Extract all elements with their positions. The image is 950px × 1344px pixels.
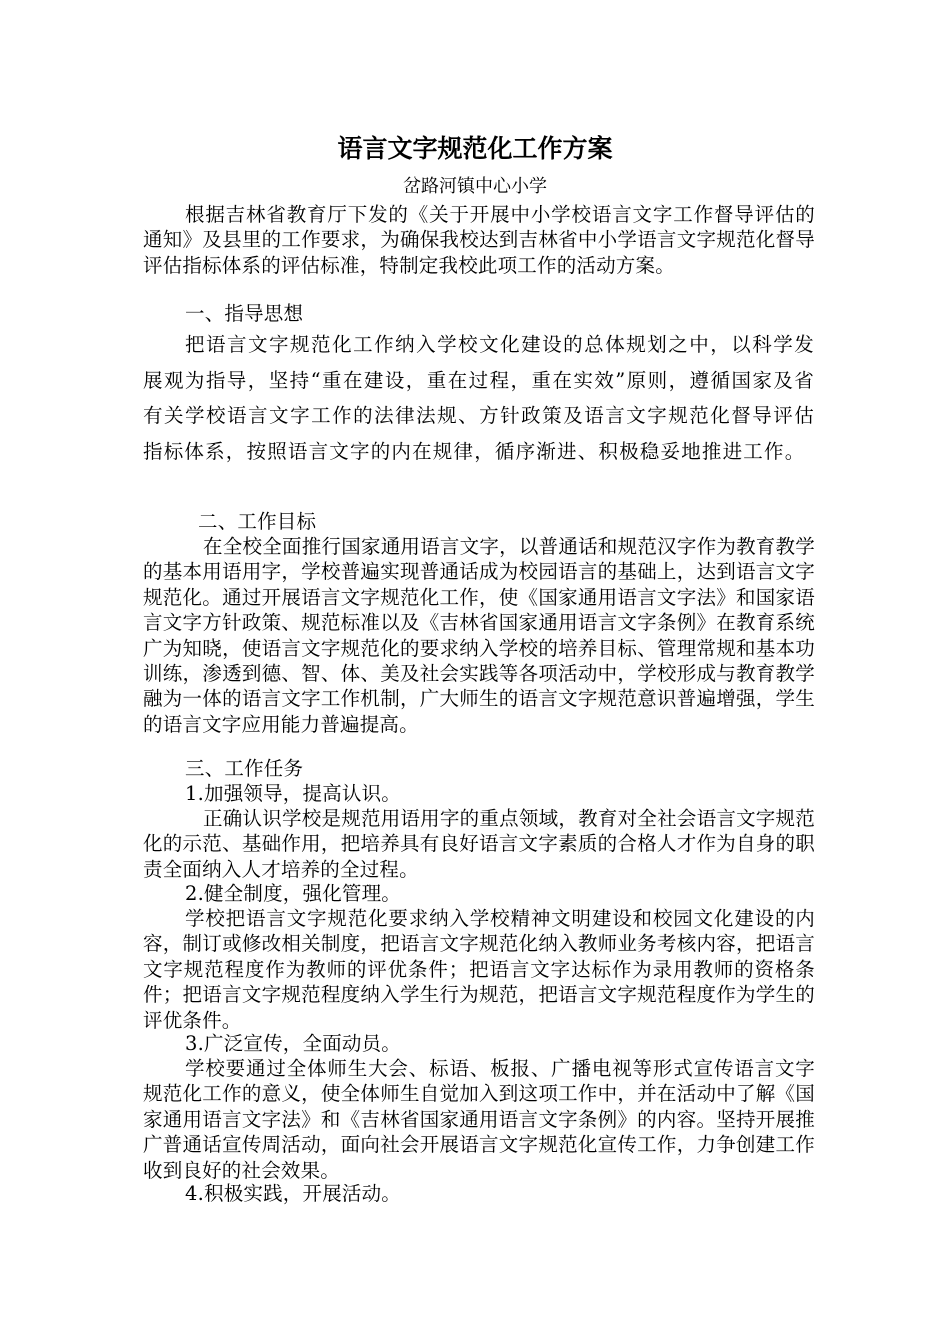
document-title: 语言文字规范化工作方案: [337, 134, 613, 163]
section-3-heading: 三、工作任务: [185, 757, 304, 780]
task-2-body: 学校把语言文字规范化要求纳入学校精神文明建设和校园文化建设的内容，制订或修改相关制度，把语言文字规范化纳入教师业务考核内容，把语言文字规范程度作为教师的评优条件；把语言文字达标作为录用教师的资格条件；把语言文字规范程度纳入学生行为规范，把语言文字规范程度作为学生的评优条件。: [143, 907, 815, 1032]
task-1-body: 正确认识学校是规范用语用字的重点领域，教育对全社会语言文字规范化的示范、基础作用，把培养具有良好语言文字素质的合格人才作为自身的职责全面纳入人才培养的全过程。: [143, 807, 815, 881]
task-3-body: 学校要通过全体师生大会、标语、板报、广播电视等形式宣传语言文字规范化工作的意义，使全体师生自觉加入到这项工作中，并在活动中了解《国家通用语言文字法》和《吉林省国家通用语言文字条例》的内容。坚持开展推广普通话宣传周活动，面向社会开展语言文字规范化宣传工作，力争创建工作收到良好的社会效果。: [143, 1057, 815, 1182]
task-3-heading: 3.广泛宣传，全面动员。: [185, 1032, 402, 1055]
task-2-heading: 2.健全制度，强化管理。: [185, 882, 402, 905]
section-2-body: 在全校全面推行国家通用语言文字，以普通话和规范汉字作为教育教学的基本用语用字，学校普遍实现普通话成为校园语言的基础上，达到语言文字规范化。通过开展语言文字规范化工作，使《国家通用语言文字法》和国家语言文字方针政策、规范标准以及《吉林省国家通用语言文字条例》在教育系统广为知晓，使语言文字规范化的要求纳入学校的培养目标、管理常规和基本功训练，渗透到德、智、体、美及社会实践等各项活动中，学校形成与教育教学融为一体的语言文字工作机制，广大师生的语言文字规范意识普遍增强，学生的语言文字应用能力普遍提高。: [143, 535, 815, 736]
intro-paragraph: 根据吉林省教育厅下发的《关于开展中小学校语言文字工作督导评估的通知》及县里的工作要求，为确保我校达到吉林省中小学语言文字规范化督导评估指标体系的评估标准，特制定我校此项工作的活动方案。: [143, 203, 815, 277]
task-4-heading: 4.积极实践，开展活动。: [185, 1182, 402, 1205]
task-1-heading: 1.加强领导，提高认识。: [185, 782, 402, 805]
section-1-heading: 一、指导思想: [185, 302, 304, 325]
section-2-heading: 二、工作目标: [198, 510, 317, 533]
section-1-body: 把语言文字规范化工作纳入学校文化建设的总体规划之中，以科学发展观为指导，坚持“重在建设，重在过程，重在实效”原则，遵循国家及省有关学校语言文字工作的法律法规、方针政策及语言文字规范化督导评估指标体系，按照语言文字的内在规律，循序渐进、积极稳妥地推进工作。: [143, 333, 815, 463]
document-author: 岔路河镇中心小学: [403, 176, 547, 197]
